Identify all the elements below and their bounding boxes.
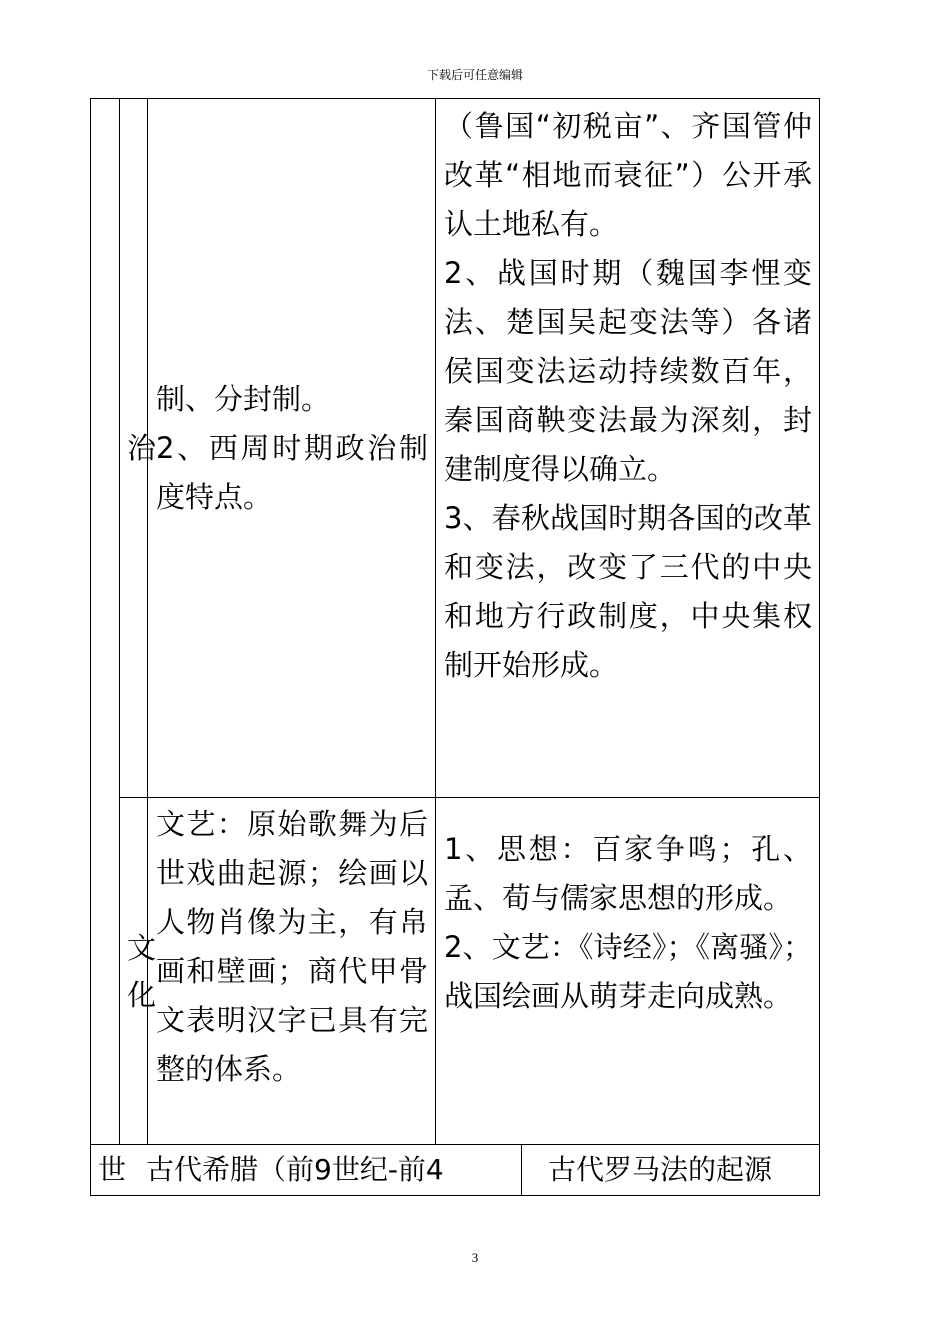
page-header: 下载后可任意编辑	[426, 68, 523, 82]
world-middle-text: 古代希腊（前9世纪-前4	[146, 1153, 444, 1186]
world-right-text: 古代罗马法的起源	[548, 1153, 773, 1186]
culture-right-paragraph-1: 1、思想：百家争鸣；孔、孟、荀与儒家思想的形成。	[444, 832, 812, 915]
row-divider-2	[90, 1144, 820, 1145]
table-border-top	[90, 98, 820, 99]
divider-bottom-row	[521, 1144, 522, 1196]
side-label-politics: 治	[127, 431, 157, 465]
culture-right-paragraph-2: 2、文艺：《诗经》；《离骚》；战国绘画从萌芽走向成熟。	[444, 930, 812, 1013]
culture-middle-text: 文艺：原始歌舞为后世戏曲起源；绘画以人物肖像为主，有帛画和壁画；商代甲骨文表明汉字已具有完整的体系。	[156, 807, 428, 1086]
politics-right-paragraph-1: （鲁国“初税亩”、齐国管仲改革“相地而衰征”）公开承认土地私有。	[444, 109, 812, 241]
politics-middle-cell	[156, 375, 428, 525]
divider-col-3	[435, 98, 436, 1144]
politics-right-cell	[444, 102, 812, 794]
page-number: 3	[471, 1250, 479, 1265]
politics-right-paragraph-2: 2、战国时期（魏国李悝变法、楚国吴起变法等）各诸侯国变法运动持续数百年，秦国商鞅变法最为深刻，封建制度得以确立。	[444, 256, 812, 486]
culture-right-cell	[444, 825, 812, 1125]
politics-right-paragraph-3: 3、春秋战国时期各国的改革和变法，改变了三代的中央和地方行政制度，中央集权制开始形成。	[444, 501, 812, 682]
divider-col-1	[119, 98, 120, 1144]
politics-middle-line-1: 制、分封制。	[156, 382, 331, 416]
side-label-world: 世	[98, 1153, 127, 1186]
culture-middle-cell	[156, 800, 428, 1142]
table-border-right	[819, 98, 820, 1196]
table-border-bottom	[90, 1195, 820, 1196]
side-label-culture-1: 文	[127, 931, 157, 965]
row-divider-1	[119, 797, 819, 798]
table-border-left	[90, 98, 91, 1196]
politics-middle-line-2: 2、西周时期政治制度特点。	[156, 431, 428, 514]
side-label-culture-2: 化	[127, 978, 157, 1012]
